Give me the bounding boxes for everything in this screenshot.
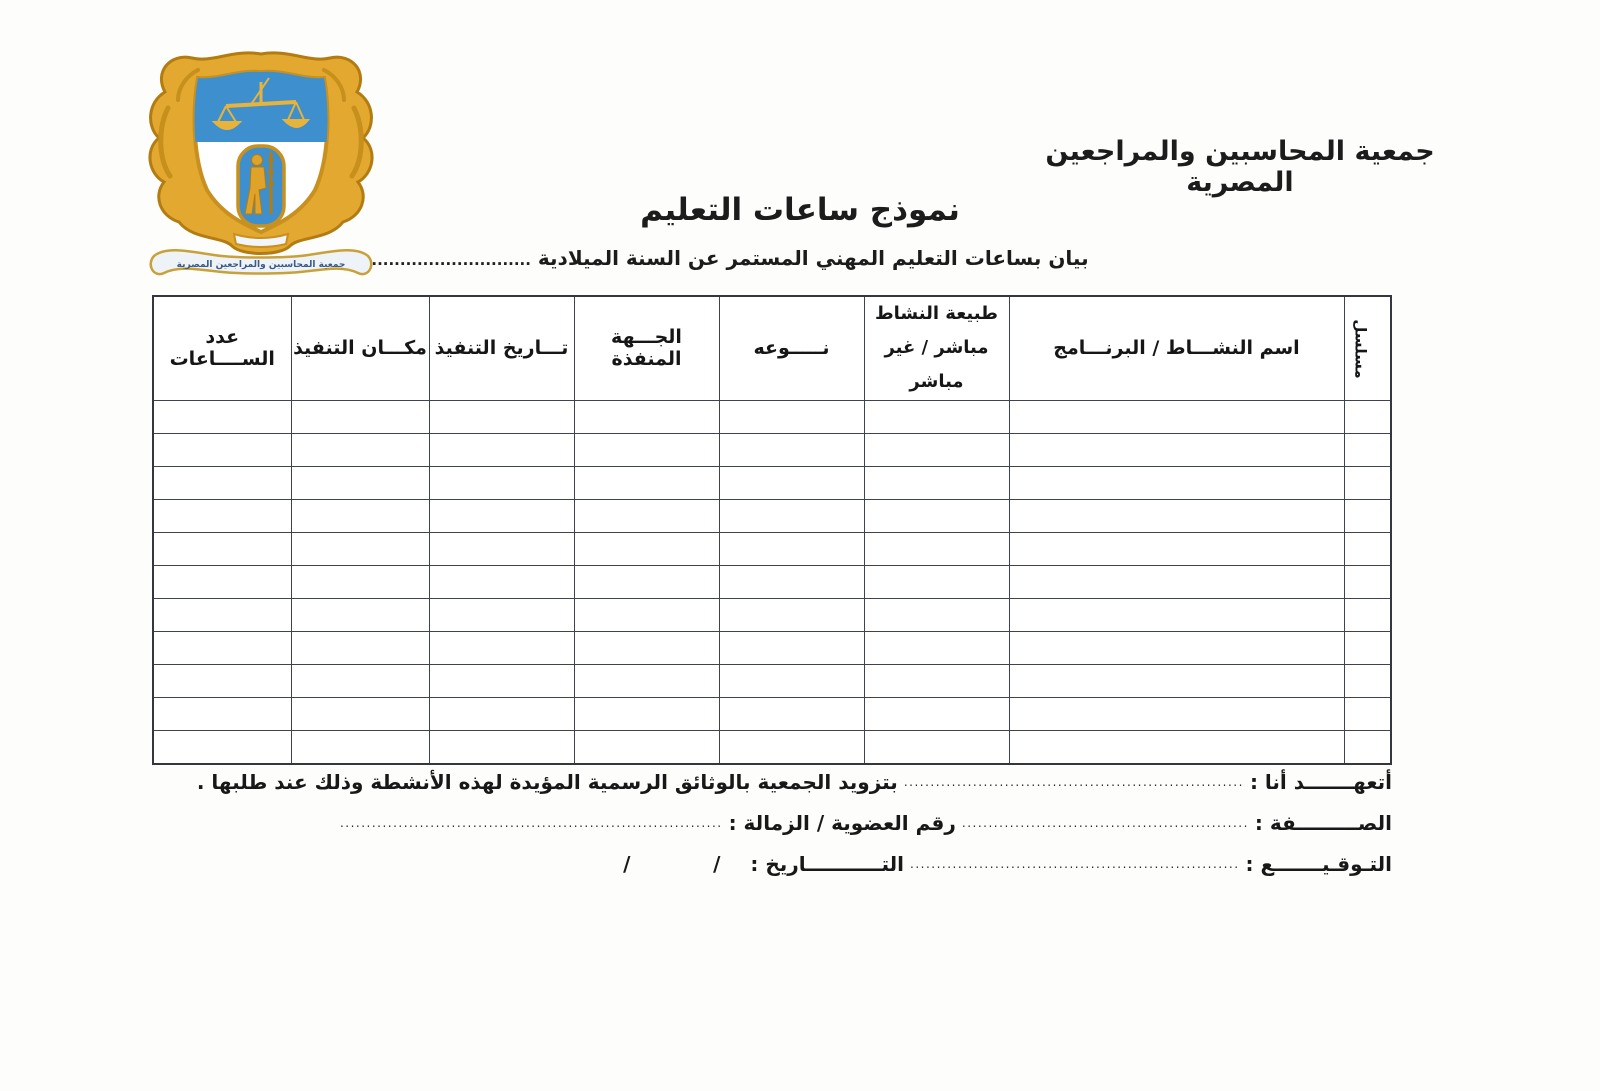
cell-activity_nature [864, 697, 1009, 730]
cell-activity_nature [864, 565, 1009, 598]
cell-activity_nature [864, 499, 1009, 532]
cell-activity_nature [864, 631, 1009, 664]
cell-hours_count [153, 499, 291, 532]
table-row [153, 730, 1391, 764]
cell-activity_nature [864, 400, 1009, 433]
cell-serial [1344, 400, 1391, 433]
cell-activity_nature [864, 532, 1009, 565]
position-blank: ...................................................... [961, 816, 1249, 830]
subtitle-line [340, 246, 1120, 270]
cell-serial [1344, 598, 1391, 631]
cell-serial [1344, 433, 1391, 466]
signature-blank: .............................................................. [910, 857, 1240, 871]
cell-activity_type [719, 697, 864, 730]
cell-hours_count [153, 664, 291, 697]
cell-activity_name [1009, 400, 1344, 433]
signature-line [192, 852, 1392, 876]
cell-execution_place [291, 598, 429, 631]
table-row [153, 598, 1391, 631]
cell-execution_place [291, 499, 429, 532]
cell-execution_date [429, 664, 574, 697]
column-header-executing_entity: الجـــهة المنفذة [574, 296, 719, 400]
cell-serial [1344, 466, 1391, 499]
cell-hours_count [153, 631, 291, 664]
cell-executing_entity [574, 466, 719, 499]
cell-execution_date [429, 598, 574, 631]
declaration-section [192, 770, 1392, 893]
cell-hours_count [153, 400, 291, 433]
cell-hours_count [153, 730, 291, 764]
cell-execution_date [429, 466, 574, 499]
cell-serial [1344, 697, 1391, 730]
membership-number-label: رقم العضوية / الزمالة : [728, 811, 956, 835]
table-body [153, 400, 1391, 764]
cell-execution_date [429, 631, 574, 664]
cell-activity_name [1009, 499, 1344, 532]
table-row [153, 466, 1391, 499]
cell-activity_name [1009, 433, 1344, 466]
cell-execution_place [291, 631, 429, 664]
cell-activity_nature [864, 598, 1009, 631]
cell-activity_name [1009, 532, 1344, 565]
table-row [153, 433, 1391, 466]
cell-serial [1344, 499, 1391, 532]
signature-label: التـوقـيـــــــع : [1245, 852, 1392, 876]
membership-number-blank: ........................................................................ [339, 816, 723, 830]
cell-execution_date [429, 730, 574, 764]
table-row [153, 565, 1391, 598]
cell-activity_name [1009, 631, 1344, 664]
date-blank: / / [623, 852, 723, 876]
cell-executing_entity [574, 433, 719, 466]
cell-execution_place [291, 565, 429, 598]
cell-execution_date [429, 400, 574, 433]
cell-activity_type [719, 433, 864, 466]
cell-activity_name [1009, 730, 1344, 764]
cell-executing_entity [574, 697, 719, 730]
cell-serial [1344, 730, 1391, 764]
cell-activity_type [719, 730, 864, 764]
cell-activity_name [1009, 697, 1344, 730]
column-header-hours_count: عدد الســــاعات [153, 296, 291, 400]
cell-hours_count [153, 433, 291, 466]
cell-activity_type [719, 532, 864, 565]
cell-executing_entity [574, 730, 719, 764]
column-header-execution_date: تـــاريخ التنفيذ [429, 296, 574, 400]
education-hours-table-wrap [152, 295, 1392, 765]
cell-hours_count [153, 565, 291, 598]
cell-activity_name [1009, 598, 1344, 631]
cell-execution_date [429, 532, 574, 565]
cell-execution_place [291, 697, 429, 730]
column-header-activity_nature: طبيعة النشاط مباشر / غير مباشر [864, 296, 1009, 400]
cell-executing_entity [574, 532, 719, 565]
cell-activity_type [719, 631, 864, 664]
subtitle-year-blank: ............................ [371, 251, 531, 269]
column-header-activity_name: اسم النشـــاط / البرنـــامج [1009, 296, 1344, 400]
table-row [153, 664, 1391, 697]
column-header-serial: مسلسل [1344, 296, 1391, 400]
cell-execution_place [291, 466, 429, 499]
table-header-row [153, 296, 1391, 400]
cell-activity_name [1009, 565, 1344, 598]
cell-executing_entity [574, 499, 719, 532]
page-title: نموذج ساعات التعليم [640, 192, 960, 228]
cell-execution_place [291, 730, 429, 764]
table-row [153, 697, 1391, 730]
cell-executing_entity [574, 664, 719, 697]
table-row [153, 400, 1391, 433]
column-header-activity_type: نـــــوعه [719, 296, 864, 400]
position-line [192, 811, 1392, 835]
cell-activity_type [719, 499, 864, 532]
cell-execution_date [429, 697, 574, 730]
cell-serial [1344, 664, 1391, 697]
cell-executing_entity [574, 631, 719, 664]
pledge-line [192, 770, 1392, 794]
cell-activity_nature [864, 730, 1009, 764]
ribbon-text: جمعية المحاسبين والمراجعين المصرية [176, 260, 346, 270]
organization-name: جمعية المحاسبين والمراجعين المصرية [1045, 136, 1435, 198]
cell-execution_date [429, 499, 574, 532]
cell-hours_count [153, 598, 291, 631]
cell-serial [1344, 532, 1391, 565]
cell-activity_type [719, 466, 864, 499]
cell-activity_type [719, 565, 864, 598]
date-label: التـــــــــــاريخ : [750, 852, 905, 876]
cell-activity_name [1009, 466, 1344, 499]
cell-hours_count [153, 697, 291, 730]
cell-activity_type [719, 598, 864, 631]
table-row [153, 499, 1391, 532]
pledge-label: أتعهـــــــد أنا : [1249, 770, 1392, 794]
cell-activity_nature [864, 466, 1009, 499]
cell-execution_place [291, 532, 429, 565]
position-label: الصـــــــــفة : [1254, 811, 1392, 835]
cell-executing_entity [574, 598, 719, 631]
cell-activity_type [719, 400, 864, 433]
cell-execution_place [291, 400, 429, 433]
cell-hours_count [153, 532, 291, 565]
cell-hours_count [153, 466, 291, 499]
cell-activity_nature [864, 433, 1009, 466]
cell-executing_entity [574, 400, 719, 433]
education-hours-table [152, 295, 1392, 765]
cell-activity_type [719, 664, 864, 697]
pledge-name-blank: ................................................................ [903, 775, 1244, 789]
cell-serial [1344, 565, 1391, 598]
column-header-execution_place: مكـــان التنفيذ [291, 296, 429, 400]
cell-activity_nature [864, 664, 1009, 697]
cell-execution_place [291, 433, 429, 466]
cell-execution_date [429, 565, 574, 598]
cell-execution_place [291, 664, 429, 697]
subtitle-text: بيان بساعات التعليم المهني المستمر عن السنة الميلادية [537, 246, 1089, 270]
table-row [153, 532, 1391, 565]
cell-execution_date [429, 433, 574, 466]
cell-activity_name [1009, 664, 1344, 697]
cell-executing_entity [574, 565, 719, 598]
table-row [153, 631, 1391, 664]
pledge-text: بتزويد الجمعية بالوثائق الرسمية المؤيدة لهذه الأنشطة وذلك عند طلبها . [196, 770, 898, 794]
cell-serial [1344, 631, 1391, 664]
